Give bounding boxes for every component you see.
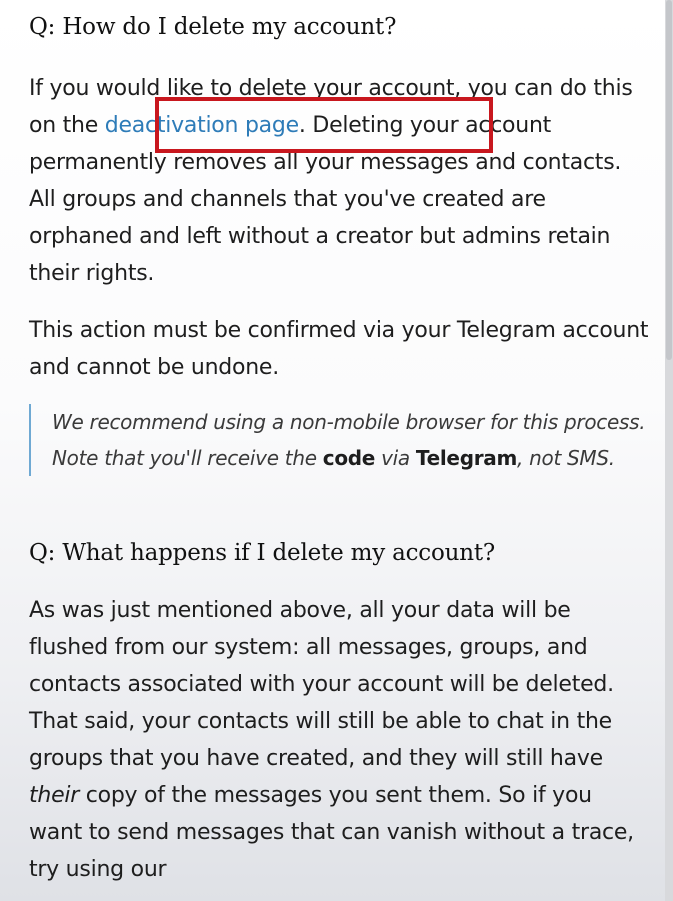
page-scrollbar[interactable] bbox=[665, 0, 673, 901]
quote-text: , not SMS. bbox=[517, 446, 615, 470]
deactivation-page-link[interactable]: deactivation page bbox=[104, 113, 299, 138]
quote-telegram-word: Telegram bbox=[415, 446, 518, 470]
quote-code-word: code bbox=[322, 446, 376, 470]
quote-line-browser: We recommend using a non-mobile browser for this process. bbox=[52, 410, 646, 434]
quote-line-code bbox=[52, 440, 672, 476]
scrollbar-thumb[interactable] bbox=[666, 0, 672, 360]
answer-text-start: If you would like to delete your account, you can do this on the bbox=[29, 76, 633, 138]
answer-text: As was just mentioned above, all your data will be flushed from our system: all messages, groups, and contacts associated with your account will be deleted. That said, your contacts will still be able to chat in the groups that you have created, and they will still have bbox=[29, 598, 614, 771]
recommendation-blockquote bbox=[29, 404, 672, 476]
answer-text-end: . Deleting your account permanently removes all your messages and contacts. All groups and channels that you've created are orphaned and left without a creator but admins retain their rights. bbox=[29, 113, 622, 286]
answer-emphasis: their bbox=[29, 783, 80, 808]
question-delete-account: Q: How do I delete my account? bbox=[29, 14, 397, 40]
confirmation-paragraph: This action must be confirmed via your Telegram account and cannot be undone. bbox=[29, 318, 649, 380]
quote-text: Note that you'll receive the bbox=[52, 446, 323, 470]
answer-text: copy of the messages you sent them. So if you want to send messages that can vanish without a trace, try using our bbox=[29, 783, 634, 882]
question-what-happens: Q: What happens if I delete my account? bbox=[29, 540, 496, 566]
quote-text: via bbox=[375, 446, 416, 470]
answer-what-happens-paragraph bbox=[29, 592, 651, 888]
answer-delete-account-paragraph bbox=[29, 70, 651, 292]
